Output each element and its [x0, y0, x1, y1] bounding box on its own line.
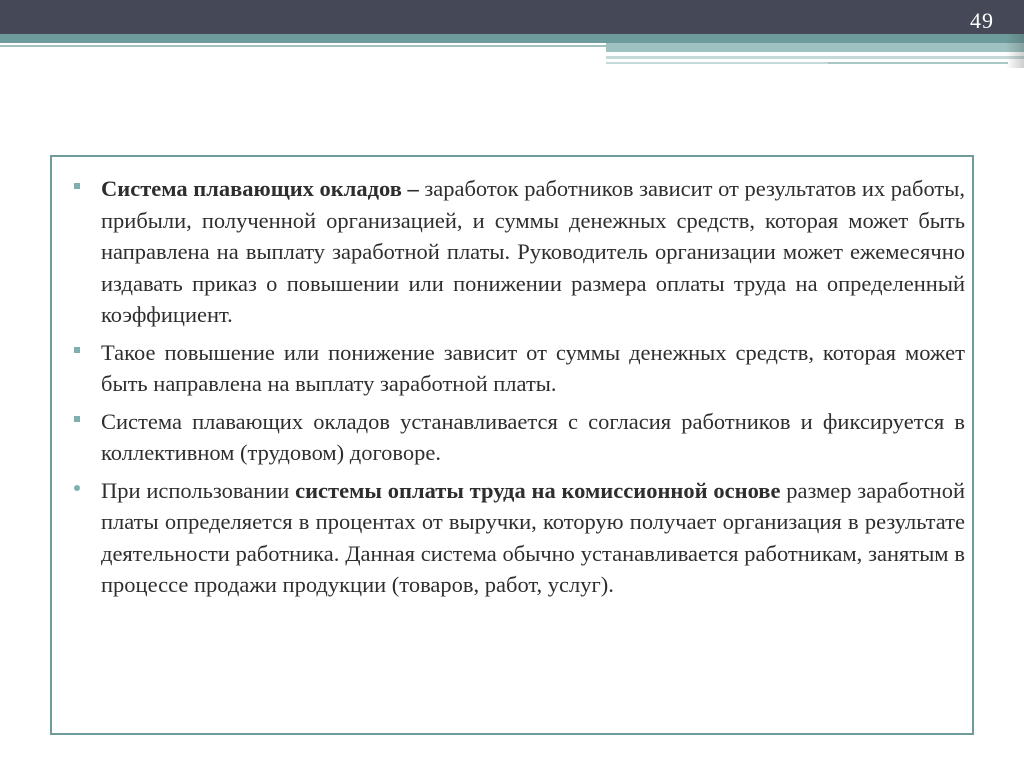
bullet-list [101, 173, 965, 607]
header-right-line [606, 56, 1024, 59]
page-number: 49 [970, 8, 994, 33]
bullet-bold-lead: Система плавающих окладов – [101, 176, 425, 201]
bullet-text: Такое повышение или понижение зависит от суммы денежных средств, которая может быть направлена на выплату заработной платы. [101, 339, 965, 396]
header-thin-line [0, 45, 606, 47]
bullet-item-3 [101, 406, 965, 469]
round-bullet-icon [71, 475, 83, 507]
header-right-block [606, 43, 1024, 52]
bullet-text: Система плавающих окладов устанавливается с согласия работников и фиксируется в коллективном (трудовом) договоре. [101, 408, 965, 465]
bullet-item-4 [101, 475, 965, 601]
header-corner-shadow [1006, 34, 1024, 68]
bullet-text-after: размер заработной платы определяется в процентах от выручки, которую получает организация в результате деятельности работника. Данная система обычно устанавливается работникам, занятым в процессе продажи продукции (товаров, работ, услуг). [101, 477, 965, 597]
square-bullet-icon [71, 337, 83, 369]
header-right-line-short [606, 62, 828, 64]
header-right-line-end [828, 62, 1008, 64]
bullet-text-before: При использовании [101, 477, 296, 503]
square-bullet-icon [71, 173, 83, 205]
bullet-bold-term: системы оплаты труда на комиссионной основе [295, 477, 781, 503]
header-teal-stripe [0, 34, 1024, 43]
header-band [0, 0, 1024, 34]
bullet-item-1 [101, 173, 965, 331]
square-bullet-icon [71, 406, 83, 438]
bullet-text: заработок работников зависит от результатов их работы, прибыли, полученной организацией, и суммы денежных средств, которая может быть направлена на выплату заработной платы. Руководитель организации может ежемесячно издавать приказ о повышении или понижении размера оплаты труда на определенный коэффициент. [101, 176, 966, 327]
bullet-item-2 [101, 337, 965, 400]
